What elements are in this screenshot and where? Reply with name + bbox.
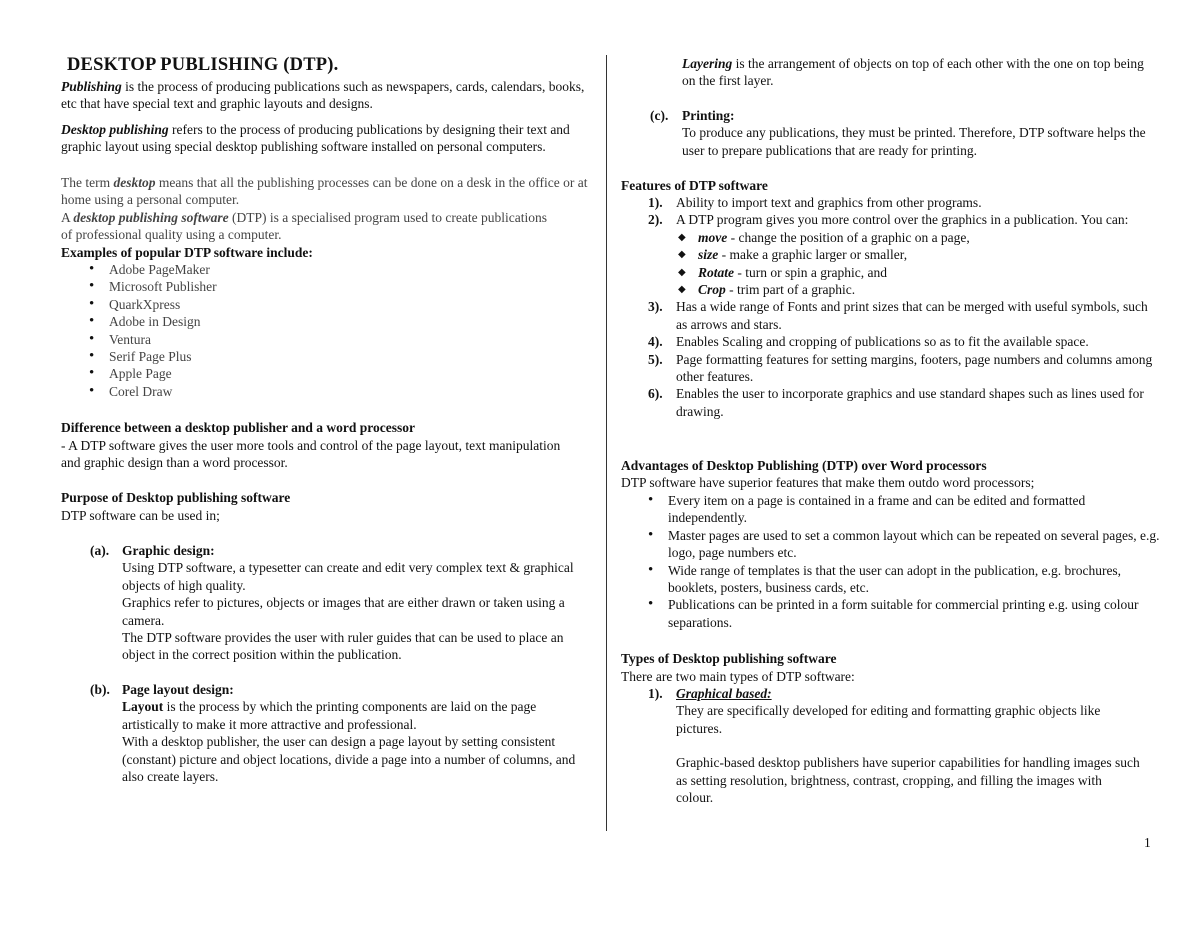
list-item: • Wide range of templates is that the user can adopt in the publication, e.g. brochures, booklets, posters, business cards, etc. <box>668 562 1161 597</box>
printing-text: To produce any publications, they must be printed. Therefore, DTP software helps the user to prepare publications that are ready for printing. <box>682 125 1146 158</box>
graphical-based-label: 1). <box>648 686 663 701</box>
term-desktop-publishing: Desktop publishing <box>61 122 169 137</box>
term-publishing: Publishing <box>61 79 122 94</box>
graphical-based-p2: Graphic-based desktop publishers have superior capabilities for handling images such as setting resolution, brightness, contrast, cropping, and filling the images with colour. <box>676 755 1140 806</box>
term-dtp-software: desktop publishing software <box>73 210 229 225</box>
advantages-intro: DTP software have superior features that make them outdo word processors; <box>621 475 1035 490</box>
list-item: • Every item on a page is contained in a frame and can be edited and formatted independently. <box>668 492 1161 527</box>
term-desktop: desktop <box>113 175 156 190</box>
spacer <box>676 737 1141 754</box>
purpose-heading: Purpose of Desktop publishing software <box>61 490 291 505</box>
list-item: ◆ size - make a graphic larger or smaller, <box>678 247 908 263</box>
dtp-software-definition: A desktop publishing software (DTP) is a specialised program used to create publications of professional quality using a computer. <box>61 210 547 243</box>
list-item: 1). Ability to import text and graphics from other programs. <box>648 195 982 210</box>
page-layout-label: (b). <box>90 682 110 697</box>
diamond-bullet-icon: ◆ <box>678 284 686 296</box>
examples-heading: Examples of popular DTP software include: <box>61 245 313 260</box>
printing-label: (c). <box>650 108 669 123</box>
list-item: • Apple Page <box>89 365 489 382</box>
layering-definition: Layering is the arrangement of objects on top of each other with the one on top being on the first layer. <box>682 56 1144 89</box>
examples-list <box>61 261 489 400</box>
column-divider <box>606 55 607 831</box>
layout-definition: Layout is the process by which the printing components are laid on the page artistically to make it more attractive and professional. <box>122 699 537 732</box>
publishing-definition: Publishing is the process of producing publications such as newspapers, cards, calendars, books, etc that have special text and graphic layouts and designs. <box>61 79 585 112</box>
list-item: • Master pages are used to set a common layout which can be repeated on several pages, e.g. logo, page numbers etc. <box>668 527 1161 562</box>
desktop-publishing-definition: Desktop publishing refers to the process of producing publications by designing their text and graphic layout using special desktop publishing software installed on personal computers. <box>61 122 570 155</box>
list-item: 2). A DTP program gives you more control over the graphics in a publication. You can: ◆ move - change the position of a graphic on a page, ◆ size - make a graphic larger or smaller, ◆ Rotate - turn or spin a graphic, and ◆ Crop - trim part of a graphic. <box>621 211 1161 298</box>
list-item: 6). Enables the user to incorporate graphics and use standard shapes such as lines used for drawing. <box>648 386 1144 419</box>
difference-text: - A DTP software gives the user more tools and control of the page layout, text manipulation and graphic design than a word processor. <box>61 438 561 471</box>
list-item: • Publications can be printed in a form suitable for commercial printing e.g. using colour separations. <box>668 596 1161 631</box>
printing-section <box>621 107 1161 159</box>
list-item: • QuarkXpress <box>89 296 489 313</box>
difference-heading: Difference between a desktop publisher and a word processor <box>61 420 415 435</box>
graphic-design-p1: Using DTP software, a typesetter can create and edit very complex text & graphical objects of high quality. <box>122 560 574 593</box>
purpose-intro: DTP software can be used in; <box>61 508 220 523</box>
types-heading: Types of Desktop publishing software <box>621 651 837 666</box>
list-item: 4). Enables Scaling and cropping of publications so as to fit the available space. <box>648 334 1089 350</box>
diamond-bullet-icon: ◆ <box>678 249 686 261</box>
diamond-bullet-icon: ◆ <box>678 266 686 278</box>
diamond-bullet-icon: ◆ <box>678 231 686 243</box>
advantages-list <box>621 492 1161 631</box>
list-item: • Ventura <box>89 331 489 348</box>
page-title: DESKTOP PUBLISHING (DTP). <box>67 55 339 75</box>
list-item: • Adobe PageMaker <box>89 261 489 278</box>
graphical-based-p1: They are specifically developed for editing and formatting graphic objects like pictures. <box>676 703 1101 736</box>
term-layering: Layering <box>682 56 733 71</box>
list-item: 5). Page formatting features for setting margins, footers, page numbers and columns among other features. <box>648 351 1153 385</box>
graphic-design-label: (a). <box>90 543 110 558</box>
term-layout: Layout <box>122 699 164 715</box>
list-item: ◆ Rotate - turn or spin a graphic, and <box>678 264 887 280</box>
graphical-based-section <box>621 685 1141 806</box>
desktop-term-definition: The term desktop means that all the publishing processes can be done on a desk in the office or at home using a personal computer. <box>61 175 588 208</box>
page-number: 1 <box>1144 835 1151 850</box>
features-list <box>621 194 1161 420</box>
advantages-heading: Advantages of Desktop Publishing (DTP) over Word processors <box>621 458 987 473</box>
graphic-controls-list <box>676 229 1161 299</box>
page-layout-p2: With a desktop publisher, the user can design a page layout by setting consistent (constant) picture and object locations, divide a page into a number of columns, and also create layers. <box>122 734 576 785</box>
page-layout-section <box>61 681 596 785</box>
list-item: 3). Has a wide range of Fonts and print sizes that can be merged with useful symbols, such as arrows and stars. <box>648 299 1148 332</box>
list-item: ◆ Crop - trim part of a graphic. <box>678 282 856 298</box>
list-item: • Serif Page Plus <box>89 348 489 365</box>
list-item: • Corel Draw <box>89 383 489 400</box>
types-intro: There are two main types of DTP software: <box>621 669 855 684</box>
graphic-design-p2: Graphics refer to pictures, objects or images that are either drawn or taken using a camera. <box>122 595 565 628</box>
graphical-based-heading: Graphical based: <box>676 686 772 701</box>
features-heading: Features of DTP software <box>621 178 768 193</box>
list-item: • Microsoft Publisher <box>89 278 489 295</box>
list-item: • Adobe in Design <box>89 313 489 330</box>
page-layout-heading: Page layout design: <box>122 682 234 697</box>
printing-heading: Printing: <box>682 108 735 123</box>
list-item: ◆ move - change the position of a graphic on a page, <box>678 229 970 245</box>
graphic-design-p3: The DTP software provides the user with ruler guides that can be used to place an object in the correct position within the publication. <box>122 630 564 663</box>
graphic-design-section <box>61 542 596 664</box>
graphic-design-heading: Graphic design: <box>122 543 215 558</box>
